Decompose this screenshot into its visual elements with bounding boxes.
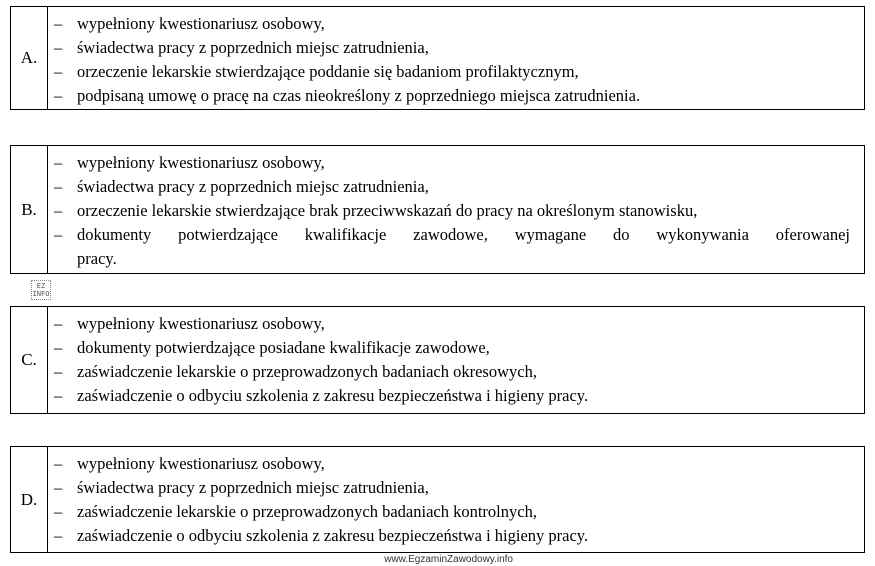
option-letter: D. — [11, 447, 48, 552]
dash-bullet: – — [54, 153, 63, 172]
option-list — [48, 447, 864, 552]
list-item: – świadectwa pracy z poprzednich miejsc zatrudnienia, — [48, 36, 850, 60]
dash-bullet: – — [54, 201, 63, 220]
dash-bullet: – — [54, 86, 63, 105]
option-list — [48, 146, 864, 273]
list-item: – zaświadczenie o odbyciu szkolenia z zakresu bezpieczeństwa i higieny pracy. — [48, 384, 850, 408]
dash-bullet: – — [54, 314, 63, 333]
dash-bullet: – — [54, 502, 63, 521]
list-item: – dokumenty potwierdzające posiadane kwalifikacje zawodowe, — [48, 336, 850, 360]
list-item: – świadectwa pracy z poprzednich miejsc zatrudnienia, — [48, 175, 850, 199]
list-item: – zaświadczenie lekarskie o przeprowadzonych badaniach okresowych, — [48, 360, 850, 384]
list-item: – wypełniony kwestionariusz osobowy, — [48, 312, 850, 336]
option-list — [48, 307, 864, 413]
list-item: – wypełniony kwestionariusz osobowy, — [48, 12, 850, 36]
dash-bullet: – — [54, 526, 63, 545]
dash-bullet: – — [54, 62, 63, 81]
dash-bullet: – — [54, 478, 63, 497]
answer-option-a[interactable] — [10, 6, 865, 110]
list-item: – świadectwa pracy z poprzednich miejsc zatrudnienia, — [48, 476, 850, 500]
list-item: – podpisaną umowę o pracę na czas nieokreślony z poprzedniego miejsca zatrudnienia. — [48, 84, 850, 108]
dash-bullet: – — [54, 454, 63, 473]
dash-bullet: – — [54, 362, 63, 381]
dash-bullet: – — [54, 177, 63, 196]
list-item: – dokumenty potwierdzające kwalifikacje zawodowe, wymagane do wykonywania oferowanej — [48, 223, 850, 247]
option-list — [48, 7, 864, 109]
list-item: – wypełniony kwestionariusz osobowy, — [48, 452, 850, 476]
dash-bullet: – — [54, 38, 63, 57]
dash-bullet: – — [54, 225, 63, 244]
option-letter: C. — [11, 307, 48, 413]
site-watermark: www.EgzaminZawodowy.info — [384, 554, 513, 565]
list-item-continuation: pracy. — [77, 249, 117, 268]
answer-option-d[interactable] — [10, 446, 865, 553]
answer-option-b[interactable] — [10, 145, 865, 274]
dash-bullet: – — [54, 338, 63, 357]
list-item: – zaświadczenie lekarskie o przeprowadzonych badaniach kontrolnych, — [48, 500, 850, 524]
list-item: – orzeczenie lekarskie stwierdzające poddanie się badaniom profilaktycznym, — [48, 60, 850, 84]
list-item: – zaświadczenie o odbyciu szkolenia z zakresu bezpieczeństwa i higieny pracy. — [48, 524, 850, 548]
list-item: – orzeczenie lekarskie stwierdzające brak przeciwwskazań do pracy na określonym stanowisku, — [48, 199, 850, 223]
dash-bullet: – — [54, 386, 63, 405]
option-letter: B. — [11, 146, 48, 273]
answer-option-c[interactable] — [10, 306, 865, 414]
dash-bullet: – — [54, 14, 63, 33]
option-letter: A. — [11, 7, 48, 109]
list-item: – wypełniony kwestionariusz osobowy, — [48, 151, 850, 175]
ez-info-logo-icon: EZ INFO — [32, 282, 50, 298]
